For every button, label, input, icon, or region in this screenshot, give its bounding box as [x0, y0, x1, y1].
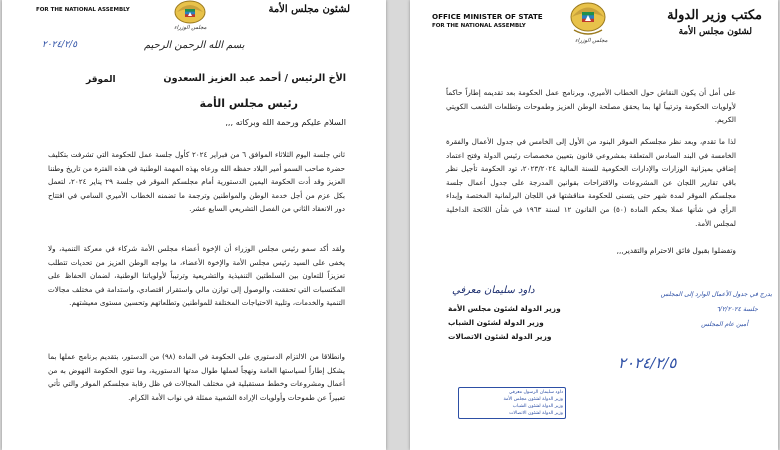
- stamp-line-1: داود سليمان الرسول معرفي: [508, 390, 563, 395]
- closing-line: وتفضلوا بقبول فائق الاحترام والتقدير,,,: [616, 246, 736, 255]
- kuwait-emblem-icon: [168, 0, 212, 38]
- stamp-line-2: وزير الدولة لشئون مجلس الأمة: [503, 397, 563, 402]
- header-english-title: OFFICE MINISTER OF STATE: [432, 12, 543, 21]
- header-arabic-sub: لشئون مجلس الأمة: [678, 27, 752, 37]
- addressee-title: رئيس مجلس الأمة: [199, 97, 298, 110]
- handwritten-date: ٢٠٢٤/٢/٥: [618, 354, 677, 372]
- paragraph-1: على أمل أن يكون النقاش حول الخطاب الأميري، وبرنامج عمل الحكومة بعد تقديمه إطاراً حاكماً لأولويات الحكومة وترتيباً لها بما يحقق مصلحة الوطن العزيز وطموحات وتطلعات الشعب الكويتي الكريم.: [446, 88, 736, 125]
- signatory-title-3: وزير الدولة لشئون الاتصالات: [448, 332, 552, 341]
- stamp-line-4: وزير الدولة لشئون الاتصالات: [509, 411, 563, 416]
- paragraph-3: وانطلاقا من الالتزام الدستوري على الحكومة في المادة (٩٨) من الدستور، بتقديم برنامج عملها بما يشكل إطاراً لسياستها العامة ونهجاً لعملها طوال مدتها الدستورية، وما تنوي الحكومة النهوض به من أعمال ومشروعات وخطط مستقبلية في مختلف المجالات في ظل رقابة مجلسكم الموقر والتي تأتي تعبيراً عن طموحات وأولويات الإرادة الشعبية ممثلة في نواب الأمة الكرام.: [48, 352, 345, 402]
- header-arabic-assembly: لشئون مجلس الأمة: [268, 4, 350, 15]
- letter-date-handwritten: ٢٠٢٤/٢/٥: [42, 40, 78, 50]
- official-stamp: [458, 387, 566, 419]
- handwritten-note-line-1: يدرج في جدول الأعمال الوارد إلى المجلس: [660, 291, 772, 298]
- addressee-name: الأخ الرئيس / أحمد عبد العزيز السعدون: [163, 73, 346, 84]
- header-arabic-title: مكتب وزير الدولة: [667, 8, 762, 23]
- header-english-sub: FOR THE NATIONAL ASSEMBLY: [432, 23, 526, 29]
- signatory-title-1: وزير الدولة لشئون مجلس الأمة: [448, 304, 561, 313]
- greeting: السلام عليكم ورحمة الله وبركاته ,,,: [225, 117, 346, 127]
- header-english-assembly: FOR THE NATIONAL ASSEMBLY: [36, 7, 130, 13]
- handwritten-note-line-3: أمين عام المجلس: [701, 321, 748, 328]
- handwritten-note-line-2: جلسة ٦/٢/٢٠٢٤: [716, 306, 758, 313]
- emblem-caption: مجلس الوزراء: [174, 25, 207, 31]
- paragraph-2: ولقد أكد سمو رئيس مجلس الوزراء أن الإخوة أعضاء مجلس الأمة شركاء في معركة التنمية، ولا يخفى على السيد رئيس مجلس الأمة والإخوة الأعضاء، ما يواجه الوطن العزيز من تحديات تتطلب تعزيزاً للتعاون بين السلطتين التنفيذية والتشريعية وترتيباً لأولوياتنا الوطنية، لضمان الحفاظ على المكتسبات التي تحققت، والوصول إلى توازن مالي واستقرار اقتصادي، واستدامة في مختلف مجالات التنمية والخدمات، وتلبية الاحتياجات المختلفة للمواطنين وتطلعاتهم وتحسين مستوى معيشتهم.: [48, 244, 345, 308]
- letter-page-right: [410, 0, 778, 450]
- paragraph-2: لذا ما تقدم، وبعد نظر مجلسكم الموقر البنود من الأول إلى الخامس في جدول الأعمال والفقرة الخامسة في البند السادس المتعلقة بمشروعي قانون بتعيين مخصصات رئيس الدولة وفتح اعتماد إضافي بميزانية الوزارات والإدارات الحكومية للسنة المالية ٢٠٢٣/٢٠٢٤، تود الحكومة تأجيل نظر باقي تقارير اللجان عن المشروعات والاقتراحات بقوانين المدرجة على جدول أعمال جلسة مجلسكم الموقر لمدة شهر حتى يتسنى للحكومة مناقشتها في اللجان البرلمانية المختصة وإبداء الرأي في شأنها عملا بحكم المادة (٥٠) من القانون ١٢ لسنة ١٩٦٣ في شأن اللائحة الداخلية لمجلس الأمة.: [446, 137, 737, 228]
- paragraph-1: ثاني جلسة اليوم الثلاثاء الموافق ٦ من فبراير ٢٠٢٤ كأول جلسة عمل للحكومة التي تشرفت بتكليف حضرة صاحب السمو أمير البلاد حفظه الله ورعاه بهذه المهمة الوطنية في هذه الفترة من تاريخ وطننا العزيز وقد أدت الحكومة اليمين الدستورية أمام مجلسكم الموقر في جلسة ٢٩ يناير ٢٠٢٤، لتعمل بكل عزم من أجل خدمة الوطن والمواطنين وترجمة ما تضمنه الخطاب الأميري السامي في افتتاح دور الانعقاد الثاني من الفصل التشريعي السابع عشر.: [48, 150, 346, 214]
- basmala: بسم الله الرحمن الرحيم: [144, 40, 245, 51]
- handwritten-signature: داود سليمان معرفي: [452, 285, 535, 296]
- letter-page-left: [2, 0, 386, 450]
- emblem-caption: مجلس الوزراء: [575, 38, 608, 44]
- stamp-line-3: وزير الدولة لشئون الشباب: [512, 404, 563, 409]
- addressee-honorific: الموقر: [86, 75, 116, 85]
- signatory-title-2: وزير الدولة لشئون الشباب: [448, 318, 544, 327]
